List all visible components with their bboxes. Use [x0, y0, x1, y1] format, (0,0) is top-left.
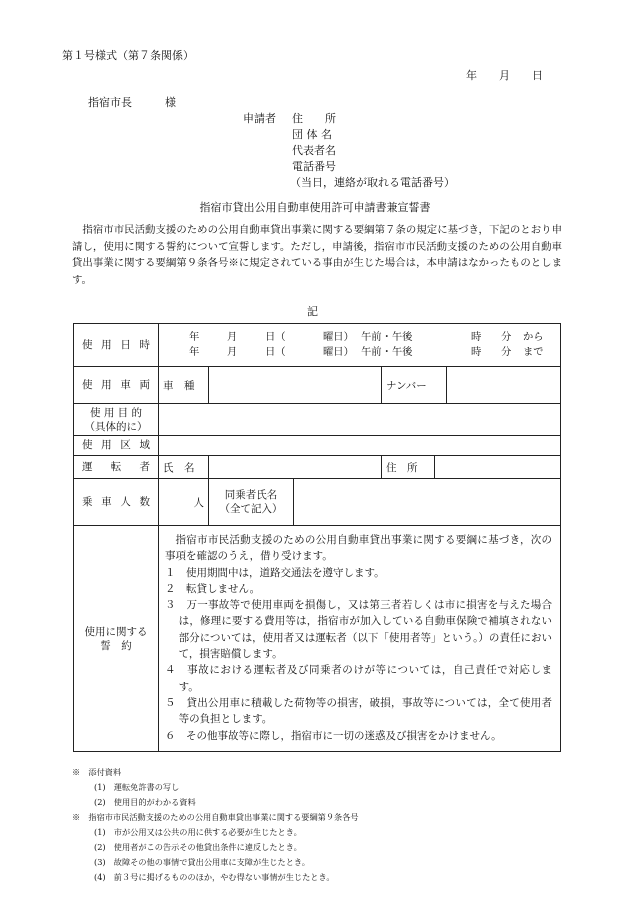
row-use-datetime [74, 324, 561, 367]
use-datetime-cell[interactable] [159, 324, 561, 367]
row-purpose [74, 404, 561, 436]
form-number: 第１号様式（第７条関係） [62, 49, 194, 62]
addressee: 指宿市長 様 [88, 96, 176, 109]
area-field[interactable] [159, 436, 561, 456]
pledge-item: ２ 転貸しません。 [165, 582, 261, 595]
pledge-text [159, 526, 561, 752]
article9-heading: ※ 指宿市市民活動支援のための公用自動車貸出事業に関する要綱第９条各号 [72, 812, 359, 822]
number-cell[interactable] [382, 367, 561, 404]
companion-field[interactable] [294, 479, 561, 526]
pledge-label-2: 誓 約 [100, 639, 132, 652]
applicant-prefix: 申請者 [243, 112, 276, 125]
number-label: ナンバー [382, 367, 447, 403]
pledge-item: ６ その他事故等に際し，指宿市に一切の迷惑及び損害をかけません。 [165, 729, 502, 742]
area-label: 使用区域 [74, 436, 159, 456]
pledge-label [74, 526, 159, 752]
applicant-rep-label: 代表者名 [292, 144, 336, 157]
document-title: 指宿市貸出公用自動車使用許可申請書兼宣誓書 [199, 201, 431, 214]
pledge-item: ５ 貸出公用車に積載した荷物等の損害，破損，事故等については，全て使用者等の負担とします。 [165, 696, 553, 726]
companion-label-1: 同乗者氏名 [224, 489, 278, 501]
passengers-label: 乗車人数 [74, 479, 159, 526]
attachment-item: (1) 運転免許書の写し [94, 782, 180, 792]
intro-paragraph: 指宿市市民活動支援のための公用自動車貸出事業に関する要綱第７条の規定に基づき，下記のとおり申請し，使用に関する誓約について宣誓します。ただし，申請後，指宿市市民活動支援のための公用自動車貸出事業に関する要綱第９条各号※に規定されている事由が生じた場合は，本申請はなかったものとします。 [72, 224, 562, 286]
datetime-to: 年 月 日（ 曜日） 午前・午後 時 分 まで [189, 346, 544, 358]
applicant-address-label: 住 所 [292, 112, 336, 125]
date-line: 年 月 日 [466, 69, 543, 82]
pledge-intro: 指宿市市民活動支援のための公用自動車貸出事業に関する要綱に基づき，次の事項を確認のうえ，借り受けます。 [165, 534, 553, 563]
driver-address-label: 住 所 [382, 456, 435, 478]
purpose-field[interactable] [159, 404, 561, 436]
row-area [74, 436, 561, 456]
purpose-label-1: 使 用 目 的 [89, 406, 142, 419]
persons-unit: 人 [193, 496, 204, 509]
applicant-phone-note: （当日，連絡が取れる電話番号） [290, 176, 455, 189]
pledge-item: ４ 事故における運転者及び同乗者のけが等については，自己責任で対応します。 [165, 664, 553, 693]
applicant-phone-label: 電話番号 [292, 160, 336, 173]
vehicle-type-field[interactable] [209, 367, 382, 404]
pledge-item: ３ 万一事故等で使用車両を損傷し，又は第三者若しくは市に損害を与えた場合は，修理に要する費用等は，指宿市が加入している自動車保険で補填されない部分については，使用者又は運転者（以下「使用者等」という。）の責任において，損害賠償します。 [165, 599, 553, 661]
driver-name-label: 氏 名 [159, 456, 209, 479]
article9-item: (2) 使用者がこの告示その他貸出条件に違反したとき。 [94, 842, 302, 852]
application-table [73, 323, 561, 752]
companion-label-2: （全て記入） [219, 503, 283, 515]
vehicle-type-label: 車 種 [159, 367, 209, 404]
applicant-org-label: 団 体 名 [292, 128, 332, 141]
pledge-label-1: 使用に関する [84, 625, 148, 638]
driver-address-cell[interactable] [382, 456, 561, 479]
article9-item: (3) 故障その他の事情で貸出公用車に支障が生じたとき。 [94, 857, 310, 867]
row-driver [74, 456, 561, 479]
driver-label: 運転者 [74, 456, 159, 479]
driver-name-field[interactable] [209, 456, 382, 479]
companion-label [209, 479, 294, 526]
use-datetime-label: 使用日時 [74, 324, 159, 367]
passengers-count-field[interactable] [159, 479, 209, 526]
datetime-from: 年 月 日（ 曜日） 午前・午後 時 分 から [189, 331, 544, 343]
ki-mark: 記 [307, 305, 318, 318]
article9-item: (1) 市が公用又は公共の用に供する必要が生じたとき。 [94, 827, 302, 837]
purpose-label-2: （具体的に） [84, 420, 148, 433]
pledge-item: １ 使用期間中は，道路交通法を遵守します。 [165, 566, 385, 579]
attachments-heading: ※ 添付資料 [72, 767, 122, 777]
attachment-item: (2) 使用目的がわかる資料 [94, 797, 196, 807]
row-passengers [74, 479, 561, 526]
row-vehicle [74, 367, 561, 404]
notes [72, 765, 359, 885]
row-pledge [74, 526, 561, 752]
purpose-label [74, 404, 159, 436]
vehicle-label: 使用車両 [74, 367, 159, 404]
article9-item: (4) 前３号に掲げるもののほか，やむ得ない事情が生じたとき。 [94, 872, 335, 882]
